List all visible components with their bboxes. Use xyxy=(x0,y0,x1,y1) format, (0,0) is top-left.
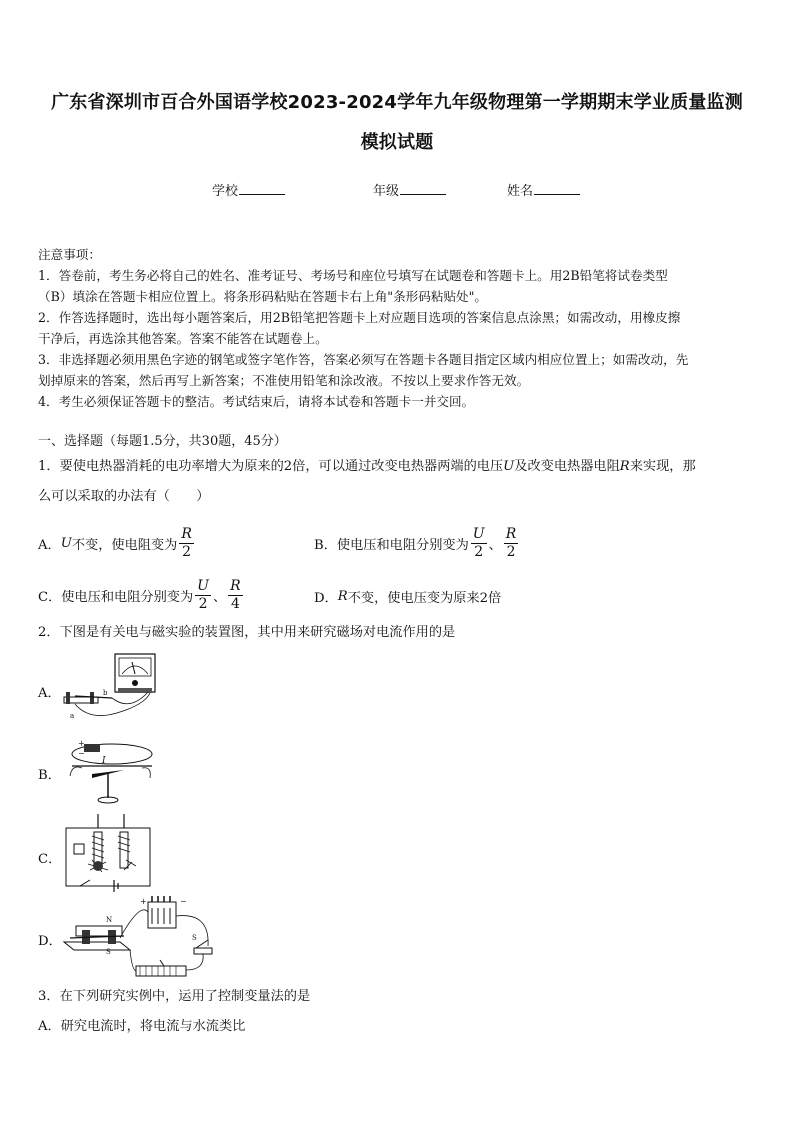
fraction-numerator: R xyxy=(505,526,517,542)
grade-label: 年级 xyxy=(373,184,400,199)
exam-notes xyxy=(38,244,760,412)
option-label: A． xyxy=(38,538,61,553)
option-label: D． xyxy=(314,591,338,606)
q1-option-a[interactable] xyxy=(38,526,196,561)
name-label: 姓名 xyxy=(507,184,534,199)
option-var: R xyxy=(337,589,348,604)
fraction-numerator: R xyxy=(230,578,241,594)
figure-letter: + xyxy=(78,739,85,748)
q2-option-a-label[interactable]: A． xyxy=(38,686,61,701)
q1-option-b[interactable] xyxy=(314,526,520,561)
q2-option-d-label[interactable]: D． xyxy=(38,934,62,949)
q1-option-d[interactable] xyxy=(314,587,501,606)
grade-blank[interactable] xyxy=(400,180,446,195)
school-label: 学校 xyxy=(212,184,239,199)
fraction-numerator: U xyxy=(472,526,485,542)
note-line: 4．考生必须保证答题卡的整洁。考试结束后，请将本试卷和答题卡一并交回。 xyxy=(38,394,475,409)
motor-principle-figure[interactable] xyxy=(60,892,220,984)
figure-letter: + xyxy=(140,897,147,906)
q3-option-a[interactable]: A．研究电流时，将电流与水流类比 xyxy=(38,1019,246,1034)
q2-option-c-label[interactable]: C． xyxy=(38,852,62,867)
option-separator: 、 xyxy=(488,538,502,553)
figure-letter: a xyxy=(70,712,75,720)
q1-text-part: 及改变电热器电阻 xyxy=(514,459,620,474)
galvanometer-induction-figure[interactable] xyxy=(60,652,160,724)
exam-title-line2: 模拟试题 xyxy=(360,132,434,153)
name-field[interactable] xyxy=(507,180,580,199)
q1-var-u: U xyxy=(503,459,515,474)
q1-text-part: 来实现，那 xyxy=(629,459,696,474)
option-text: 不变，使电阻变为 xyxy=(71,538,178,553)
oersted-compass-figure[interactable] xyxy=(62,736,158,810)
fraction-denominator: 2 xyxy=(182,544,192,560)
note-line: 1．答卷前，考生务必将自己的姓名、准考证号、考场号和座位号填写在试题卷和答题卡上。用2B铅笔将试卷类型 xyxy=(38,268,668,283)
electromagnet-circuit-figure[interactable] xyxy=(62,810,158,892)
q1-text-part: 么可以采取的办法有（ ） xyxy=(38,489,210,504)
fraction-denominator: 2 xyxy=(506,544,516,560)
fraction xyxy=(179,526,194,561)
exam-title-line1: 广东省深圳市百合外国语学校2023-2024学年九年级物理第一学期期末学业质量监测 xyxy=(51,92,743,113)
note-line: （B）填涂在答题卡相应位置上。将条形码粘贴在答题卡右上角"条形码粘贴处"。 xyxy=(38,289,488,304)
q1-option-c[interactable] xyxy=(38,578,245,613)
note-line: 干净后，再选涂其他答案。答案不能答在试题卷上。 xyxy=(38,331,328,346)
q1-text-part: 1．要使电热器消耗的电功率增大为原来的2倍，可以通过改变电热器两端的电压 xyxy=(38,459,504,474)
option-text: 不变，使电压变为原来2倍 xyxy=(347,591,502,606)
figure-letter: N xyxy=(106,916,113,924)
figure-letter: − xyxy=(78,749,85,758)
q2-option-b-label[interactable]: B． xyxy=(38,768,61,783)
note-line: 2．作答选择题时，选出每小题答案后，用2B铅笔把答题卡上对应题目选项的答案信息点涂黑；如需改动，用橡皮擦 xyxy=(38,310,681,325)
option-label: B．使电压和电阻分别变为 xyxy=(314,538,469,553)
fraction xyxy=(504,526,519,561)
note-line: 划掉原来的答案，然后再写上新答案；不准使用铅笔和涂改液。不按以上要求作答无效。 xyxy=(38,373,530,388)
option-var: U xyxy=(60,536,72,551)
figure-letter: S xyxy=(192,934,197,942)
option-separator: 、 xyxy=(212,590,227,605)
question-3-text: 3．在下列研究实例中，运用了控制变量法的是 xyxy=(38,989,311,1004)
notes-heading: 注意事项： xyxy=(38,247,101,262)
note-line: 3．非选择题必须用黑色字迹的钢笔或签字笔作答，答案必须写在答题卡各题目指定区域内相应位置上；如需改动，先 xyxy=(38,352,689,367)
fraction xyxy=(195,578,211,613)
option-label: C．使电压和电阻分别变为 xyxy=(38,590,194,605)
fraction-denominator: 2 xyxy=(474,544,484,560)
figure-letter: − xyxy=(180,897,187,906)
fraction-numerator: R xyxy=(181,526,192,542)
figure-letter: S xyxy=(106,948,111,956)
fraction-denominator: 2 xyxy=(198,596,208,612)
fraction xyxy=(228,578,243,613)
name-blank[interactable] xyxy=(534,180,580,195)
q1-var-r: R xyxy=(619,459,630,474)
figure-letter: I xyxy=(102,756,106,766)
school-field[interactable] xyxy=(212,180,285,199)
section-heading: 一、选择题（每题1.5分，共30题，45分） xyxy=(38,434,287,449)
student-info-row xyxy=(0,180,794,202)
fraction-numerator: U xyxy=(197,578,209,594)
question-2-text: 2．下图是有关电与磁实验的装置图，其中用来研究磁场对电流作用的是 xyxy=(38,625,456,640)
question-1-text xyxy=(38,452,760,512)
fraction xyxy=(471,526,487,561)
grade-field[interactable] xyxy=(373,180,446,199)
school-blank[interactable] xyxy=(239,180,285,195)
figure-letter: b xyxy=(103,689,108,697)
fraction-denominator: 4 xyxy=(230,596,240,612)
